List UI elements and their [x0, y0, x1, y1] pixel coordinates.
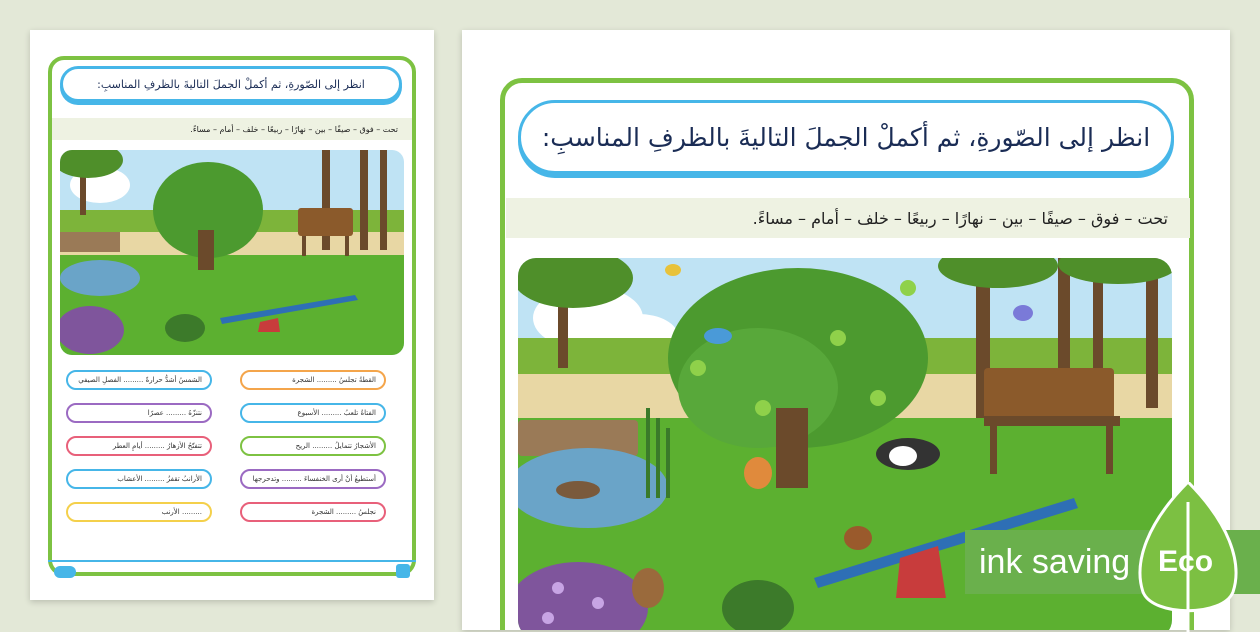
park-illustration-small — [60, 150, 404, 355]
sentence-field[interactable]: نجلسُ ......... الشجرة — [240, 502, 386, 522]
sentence-field[interactable]: أستطيعُ أنْ أرى الخنفساءَ ......... وتدحرجها — [240, 469, 386, 489]
sentence-field[interactable]: الفتاةُ تلعبُ ......... الأسبوع — [240, 403, 386, 423]
word-bank: تحت – فوق – صيفًا – بين – نهارًا – ربيعًا – خلف – أمام – مساءً. — [506, 198, 1190, 238]
sentence-field[interactable]: القطةُ تجلسُ ......... الشجرة — [240, 370, 386, 390]
sentence-field[interactable]: نتنزّهُ ......... عصرًا — [66, 403, 212, 423]
sentence-field[interactable]: الشمسُ أشدُّ حرارةً ......... الفصلِ الصيفي — [66, 370, 212, 390]
footer-divider — [48, 560, 416, 562]
sentence-field[interactable]: تتفتّحُ الأزهارُ ......... أيامِ العطر — [66, 436, 212, 456]
instruction-title: انظر إلى الصّورةِ، ثم أكملْ الجملَ التاليةَ بالظرفِ المناسبِ: — [60, 66, 402, 102]
word-bank: تحت – فوق – صيفًا – بين – نهارًا – ربيعًا – خلف – أمام – مساءً. — [52, 118, 412, 140]
ink-saving-label: ink saving — [979, 542, 1131, 581]
brand-logo-right — [396, 564, 410, 578]
instruction-title: انظر إلى الصّورةِ، ثم أكملْ الجملَ التاليةَ بالظرفِ المناسبِ: — [518, 100, 1174, 174]
worksheet-preview-small — [30, 30, 434, 600]
sentence-field[interactable]: الأرانبُ تقفزُ ......... الأعشاب — [66, 469, 212, 489]
sentence-field[interactable]: الأشجارُ تتمايلُ ......... الريح — [240, 436, 386, 456]
brand-logo — [54, 566, 76, 578]
sentence-field[interactable]: ......... الأرنب — [66, 502, 212, 522]
eco-label: Eco — [1158, 545, 1214, 578]
